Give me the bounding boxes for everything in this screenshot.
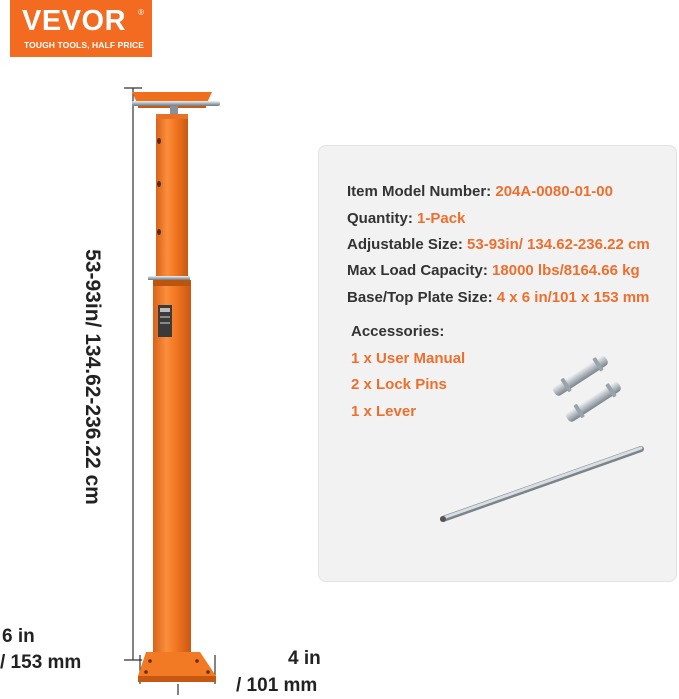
spec-label: Adjustable Size: (347, 236, 463, 253)
accessory-item: 2 x Lock Pins (351, 376, 447, 393)
height-dimension-line (124, 88, 142, 660)
spec-card (318, 145, 677, 582)
base-plate (138, 652, 216, 676)
logo-tagline: TOUGH TOOLS, HALF PRICE (24, 40, 145, 50)
plate-short-in-label: 4 in (288, 648, 321, 669)
lever-rod-icon (440, 448, 641, 522)
lock-pin (148, 276, 190, 280)
accessories-title: Accessories: (351, 323, 445, 340)
spec-label: Base/Top Plate Size: (347, 289, 493, 306)
accessories-illustration (319, 146, 678, 583)
accessory-item: 1 x Lever (351, 403, 417, 420)
logo-brand: VEVOR (22, 5, 127, 37)
spec-label: Item Model Number: (347, 183, 492, 200)
spec-value: 53-93in/ 134.62-236.22 cm (467, 236, 650, 253)
logo-registered-mark: ® (138, 8, 144, 17)
spec-value: 1-Pack (417, 210, 466, 227)
top-lever-rod (132, 101, 220, 106)
height-dimension-label: 53-93in/ 134.62-236.22 cm (81, 249, 104, 505)
spec-label: Max Load Capacity: (347, 262, 488, 279)
accessory-item: 1 x User Manual (351, 350, 466, 367)
plate-short-mm-label: / 101 mm (236, 675, 318, 696)
inner-tube (156, 114, 188, 280)
spec-label: Quantity: (347, 210, 413, 227)
plate-long-in-label: 6 in (2, 626, 35, 647)
spec-value: 4 x 6 in/101 x 153 mm (496, 289, 650, 306)
spec-value: 18000 lbs/8164.66 kg (492, 262, 640, 279)
plate-long-mm-label: / 153 mm (0, 652, 82, 673)
spec-value: 204A-0080-01-00 (495, 183, 613, 200)
